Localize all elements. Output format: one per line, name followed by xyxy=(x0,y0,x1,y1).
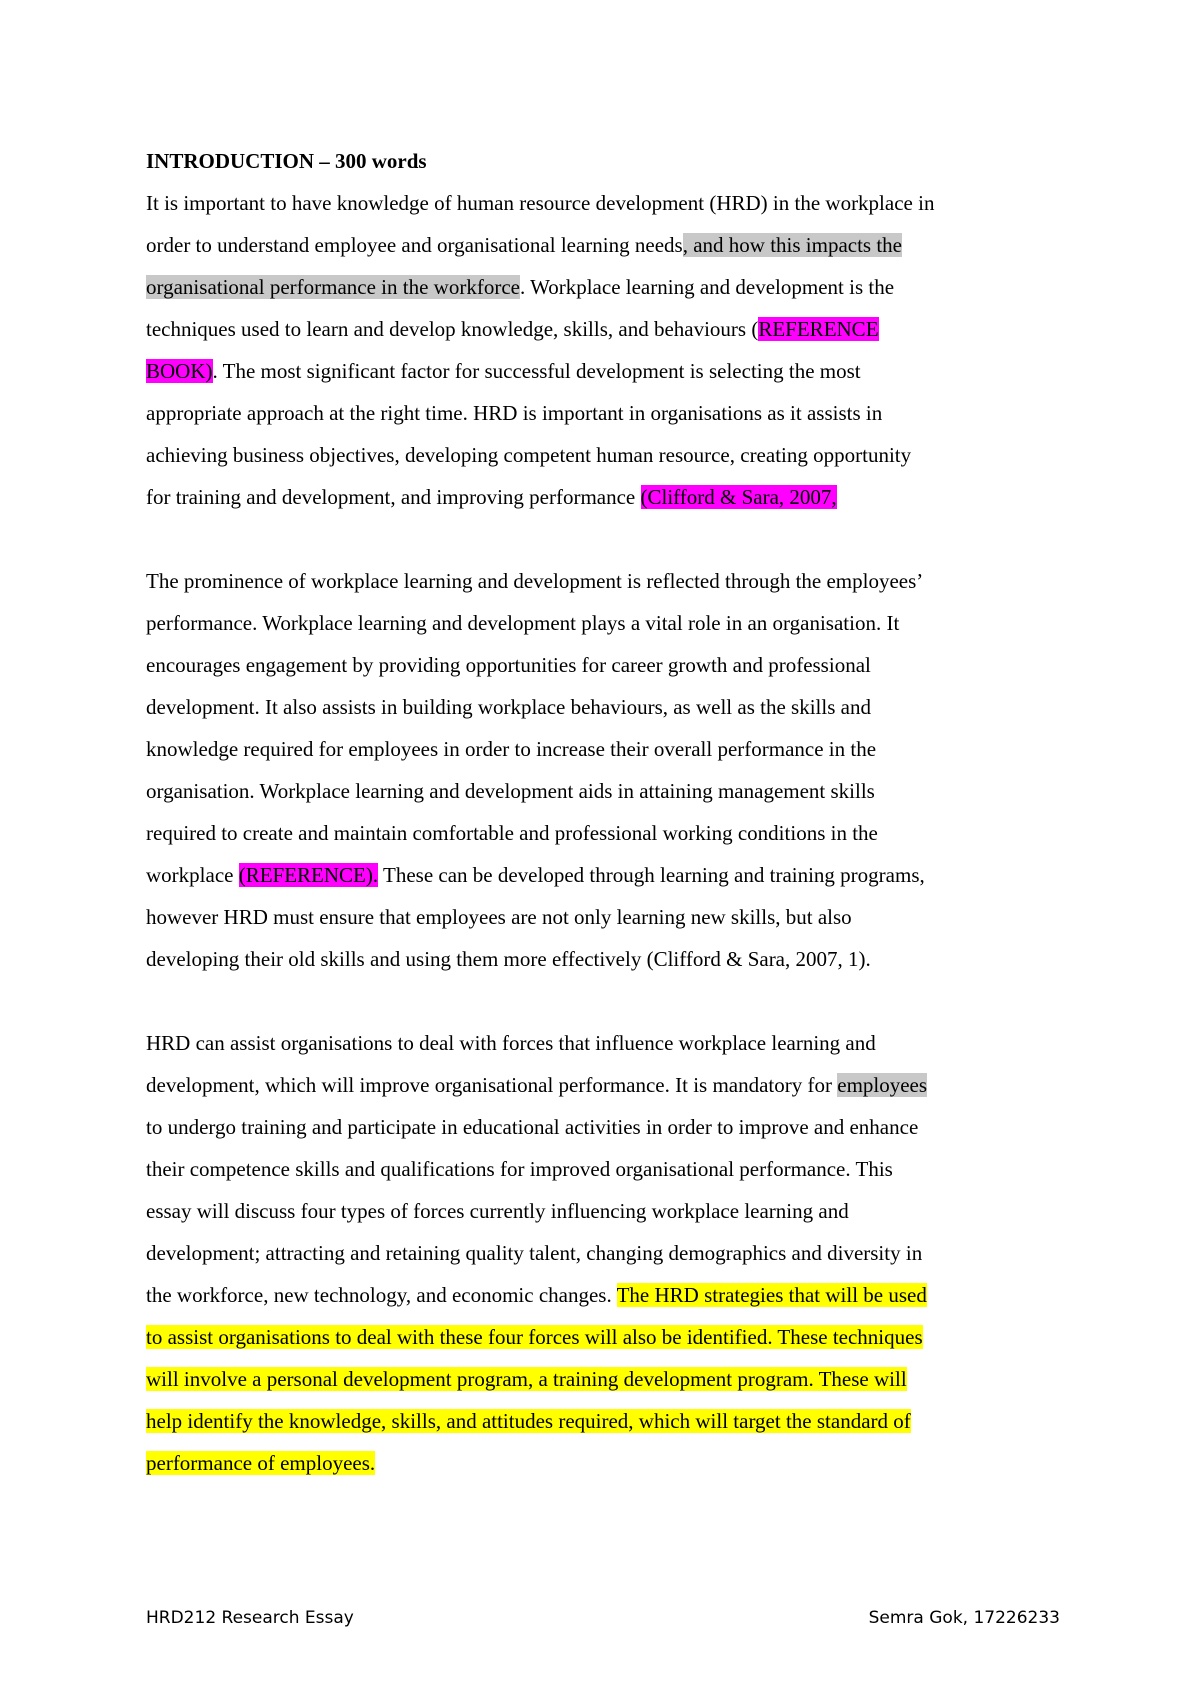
text-run: their competence skills and qualifications for improved organisational performance. This xyxy=(146,1157,893,1181)
gray-highlighted-text: employees xyxy=(837,1073,928,1097)
footer-course-title: HRD212 Research Essay xyxy=(146,1608,354,1628)
text-run: the workforce, new technology, and economic changes. xyxy=(146,1283,617,1307)
text-line xyxy=(146,812,1066,854)
text-line xyxy=(146,1190,1066,1232)
magenta-highlighted-text: REFERENCE xyxy=(758,317,879,341)
magenta-highlighted-text: (Clifford & Sara, 2007, xyxy=(640,485,837,509)
text-run: achieving business objectives, developing competent human resource, creating opportunity xyxy=(146,443,912,467)
text-run: HRD can assist organisations to deal with forces that influence workplace learning and xyxy=(146,1031,876,1055)
text-line xyxy=(146,644,1066,686)
text-line xyxy=(146,1358,1066,1400)
gray-highlighted-text: organisational performance in the workforce xyxy=(146,275,520,299)
text-run: . The most significant factor for successful development is selecting the most xyxy=(212,359,861,383)
text-line xyxy=(146,434,1066,476)
text-line xyxy=(146,182,1066,224)
yellow-highlighted-text: The HRD strategies that will be used xyxy=(616,1283,927,1307)
text-run: developing their old skills and using them more effectively (Clifford & Sara, 2007, 1). xyxy=(146,947,871,971)
text-run: development. It also assists in building workplace behaviours, as well as the skills and xyxy=(146,695,871,719)
text-run: appropriate approach at the right time. HRD is important in organisations as it assists in xyxy=(146,401,883,425)
text-line xyxy=(146,224,1066,266)
text-run: These can be developed through learning and training programs, xyxy=(378,863,925,887)
text-line xyxy=(146,728,1066,770)
text-line xyxy=(146,476,1066,518)
text-line xyxy=(146,392,1066,434)
text-line xyxy=(146,686,1066,728)
text-line xyxy=(146,602,1066,644)
text-line xyxy=(146,1400,1066,1442)
yellow-highlighted-text: to assist organisations to deal with these four forces will also be identified. These techniques xyxy=(146,1325,923,1349)
text-line xyxy=(146,1232,1066,1274)
text-line xyxy=(146,854,1066,896)
text-line xyxy=(146,266,1066,308)
paragraph-3 xyxy=(146,1022,1066,1484)
text-run: knowledge required for employees in order to increase their overall performance in the xyxy=(146,737,877,761)
text-run: to undergo training and participate in educational activities in order to improve and enhance xyxy=(146,1115,919,1139)
text-run: development, which will improve organisational performance. It is mandatory for xyxy=(146,1073,838,1097)
text-line xyxy=(146,938,1066,980)
text-line xyxy=(146,1022,1066,1064)
text-line xyxy=(146,1274,1066,1316)
yellow-highlighted-text: help identify the knowledge, skills, and attitudes required, which will target the standard of xyxy=(146,1409,911,1433)
section-heading: INTRODUCTION – 300 words xyxy=(146,149,427,173)
magenta-highlighted-text: (REFERENCE). xyxy=(238,863,379,887)
text-run: workplace xyxy=(146,863,239,887)
text-line xyxy=(146,1148,1066,1190)
paragraph-1 xyxy=(146,182,1066,518)
yellow-highlighted-text: performance of employees. xyxy=(146,1451,376,1475)
text-run: required to create and maintain comfortable and professional working conditions in the xyxy=(146,821,878,845)
paragraph-2 xyxy=(146,560,1066,980)
text-run: techniques used to learn and develop knowledge, skills, and behaviours ( xyxy=(146,317,759,341)
document-body xyxy=(146,140,1066,1484)
text-line xyxy=(146,896,1066,938)
paragraph-spacer xyxy=(146,518,1066,560)
text-run: order to understand employee and organisational learning needs xyxy=(146,233,683,257)
gray-highlighted-text: , and how this impacts the xyxy=(682,233,903,257)
footer-author-id: Semra Gok, 17226233 xyxy=(868,1608,1060,1628)
yellow-highlighted-text: will involve a personal development program, a training development program. These will xyxy=(146,1367,907,1391)
magenta-highlighted-text: BOOK) xyxy=(146,359,213,383)
text-line xyxy=(146,1442,1066,1484)
text-run: The prominence of workplace learning and development is reflected through the employees’ xyxy=(146,569,924,593)
text-run: essay will discuss four types of forces currently influencing workplace learning and xyxy=(146,1199,849,1223)
text-run: encourages engagement by providing opportunities for career growth and professional xyxy=(146,653,871,677)
text-line xyxy=(146,1106,1066,1148)
paragraph-spacer xyxy=(146,980,1066,1022)
text-run: development; attracting and retaining quality talent, changing demographics and diversity in xyxy=(146,1241,923,1265)
text-run: It is important to have knowledge of human resource development (HRD) in the workplace in xyxy=(146,191,935,215)
text-run: however HRD must ensure that employees are not only learning new skills, but also xyxy=(146,905,852,929)
text-line xyxy=(146,350,1066,392)
text-run: performance. Workplace learning and development plays a vital role in an organisation. It xyxy=(146,611,900,635)
text-line xyxy=(146,308,1066,350)
text-line xyxy=(146,1064,1066,1106)
text-line xyxy=(146,770,1066,812)
text-line xyxy=(146,1316,1066,1358)
text-run: for training and development, and improving performance xyxy=(146,485,641,509)
text-line xyxy=(146,560,1066,602)
text-run: . Workplace learning and development is the xyxy=(519,275,895,299)
text-run: organisation. Workplace learning and development aids in attaining management skills xyxy=(146,779,875,803)
